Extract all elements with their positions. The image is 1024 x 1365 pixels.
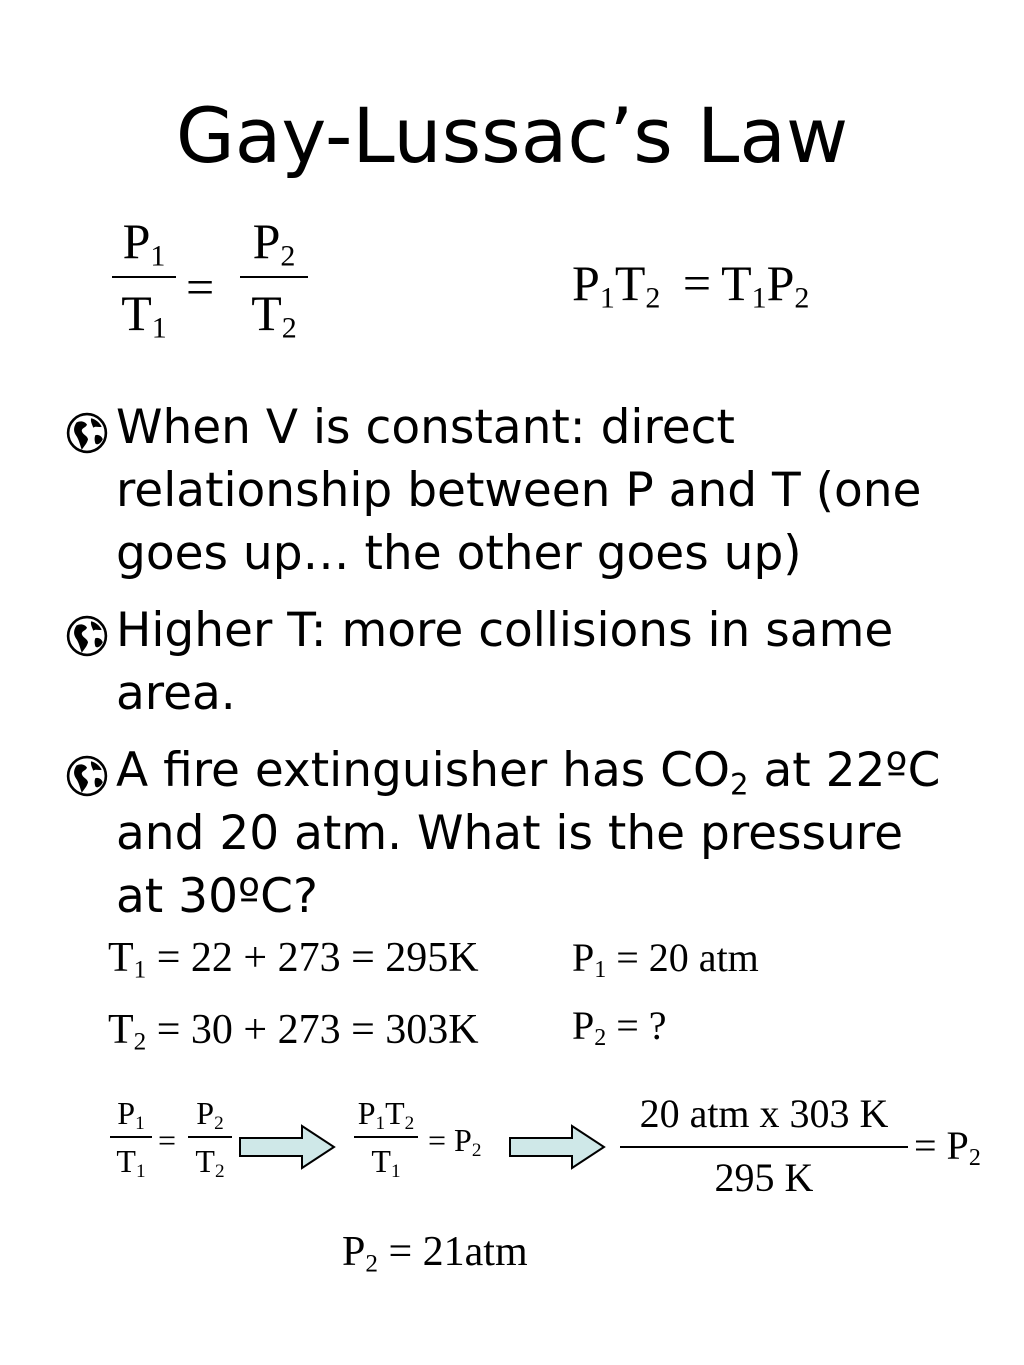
fraction-bar [110, 1136, 152, 1138]
var-p: P [572, 935, 595, 980]
cross-formula [572, 254, 810, 315]
var-p: P [357, 1095, 376, 1131]
equals-sign: = [158, 1122, 177, 1158]
fraction-bar [112, 276, 176, 278]
t2-calculation [108, 1006, 479, 1054]
subscript: 1 [375, 1112, 386, 1134]
var-p: P [572, 255, 600, 311]
fraction-p2-t2 [188, 1094, 232, 1180]
var-t: T [108, 1007, 134, 1053]
p2-unknown [572, 1002, 667, 1049]
subscript: 1 [599, 281, 615, 315]
subscript: 2 [133, 1028, 147, 1056]
bullet-text: Higher T: more collisions in same area. [116, 603, 894, 721]
var-t: T [371, 1143, 391, 1179]
subscript: 2 [281, 311, 297, 345]
subscript: 2 [645, 281, 661, 315]
var-t: T [721, 255, 752, 311]
subscript: 1 [135, 1160, 146, 1182]
subscript: 2 [214, 1112, 224, 1134]
subscript: 2 [280, 239, 296, 273]
var-p: P [122, 213, 151, 269]
denominator: 295 K [714, 1155, 814, 1200]
equation-text: = ? [606, 1003, 667, 1048]
var-p: P [342, 1229, 366, 1275]
step-3-rhs [914, 1122, 981, 1169]
slide-title: Gay-Lussac’s Law [175, 91, 849, 180]
equation-text: = P [914, 1123, 969, 1168]
fraction-p2-t2 [240, 212, 308, 345]
bullet-text: When V is constant: direct relationship between P and T (one goes up… the other goes up) [116, 400, 922, 581]
subscript: 1 [135, 1112, 145, 1134]
subscript: 1 [594, 957, 607, 983]
bullet-item [62, 739, 962, 928]
subscript: 1 [133, 956, 147, 984]
p1-value [572, 934, 759, 981]
subscript: 2 [794, 281, 810, 315]
var-t: T [121, 285, 152, 341]
bullet-text: A fire extinguisher has CO [116, 743, 730, 798]
bullet-text: at 22ºC and 20 atm. What is the pressure at 30ºC? [116, 743, 941, 924]
equation-text: = P [428, 1122, 472, 1158]
fraction-p1-t1 [112, 212, 176, 345]
var-p: P [572, 1003, 595, 1048]
subscript: 1 [390, 1160, 401, 1182]
equation-text: = 22 + 273 = 295K [146, 935, 479, 981]
var-t: T [385, 1095, 405, 1131]
subscript: 2 [968, 1145, 981, 1171]
subscript: 1 [151, 311, 167, 345]
t1-calculation [108, 934, 479, 982]
subscript: 2 [594, 1025, 607, 1051]
subscript: 2 [471, 1139, 482, 1161]
right-arrow-icon [238, 1124, 338, 1170]
globe-icon [66, 412, 108, 454]
fraction-bar [240, 276, 308, 278]
right-arrow-icon [508, 1124, 608, 1170]
fraction-substituted [620, 1090, 908, 1202]
subscript: 1 [150, 239, 166, 273]
var-p: P [196, 1095, 215, 1131]
var-t: T [195, 1143, 215, 1179]
fraction-bar [354, 1136, 418, 1138]
equation-text: = 30 + 273 = 303K [146, 1007, 479, 1053]
globe-icon [66, 615, 108, 657]
final-answer [342, 1228, 528, 1276]
subscript: 1 [751, 281, 767, 315]
subscript: 2 [365, 1250, 378, 1278]
fraction-p1-t1 [110, 1094, 152, 1180]
equals-sign: = [682, 255, 712, 311]
subscript: 2 [214, 1160, 225, 1182]
var-t: T [108, 935, 134, 981]
var-t: T [614, 255, 646, 311]
subscript: 2 [729, 767, 749, 802]
bullet-list [62, 396, 962, 942]
bullet-item [62, 396, 962, 585]
equation-text: = 21atm [377, 1229, 528, 1275]
bullet-item [62, 599, 962, 725]
fraction-bar [620, 1146, 908, 1148]
equals-sign: = [186, 259, 215, 315]
var-t: T [116, 1143, 136, 1179]
var-p: P [117, 1095, 136, 1131]
globe-icon [66, 755, 108, 797]
var-t: T [251, 285, 282, 341]
var-p: P [766, 255, 795, 311]
fraction-p1t2-t1 [354, 1094, 418, 1180]
subscript: 2 [404, 1112, 415, 1134]
equation-text: = 20 atm [606, 935, 759, 980]
fraction-bar [188, 1136, 232, 1138]
step-2-rhs [428, 1122, 481, 1159]
var-p: P [252, 213, 281, 269]
numerator: 20 atm x 303 K [639, 1091, 889, 1136]
